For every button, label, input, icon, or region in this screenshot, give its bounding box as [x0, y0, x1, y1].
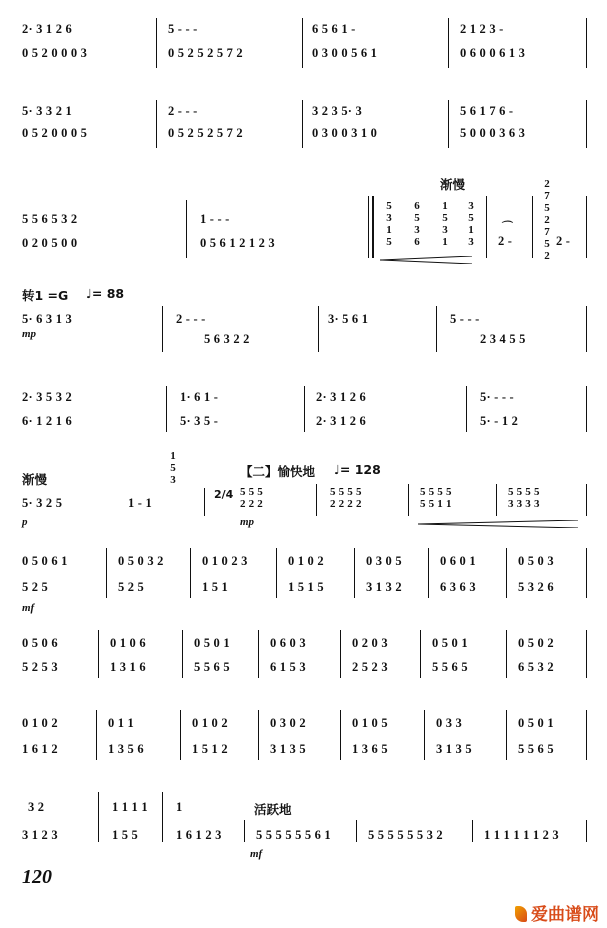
- chord-3: 1 5 3 1: [442, 200, 448, 248]
- barline: [316, 484, 317, 516]
- row8-bottom-m4: 6 1 5 3: [270, 660, 306, 674]
- barline: [586, 386, 587, 432]
- row5-bottom-m4: 5· - 1 2: [480, 414, 519, 428]
- row3-bottom-m2: 0 5 6 1 2 1 2 3: [200, 236, 275, 250]
- repeat-bar: [368, 196, 374, 258]
- row1-bottom-m2: 0 5 2 5 2 5 7 2: [168, 46, 243, 60]
- row6-top-m2: 1 - 1: [128, 496, 152, 510]
- barline: [448, 100, 449, 148]
- chord-6: 1 5 3: [170, 450, 176, 486]
- barline: [186, 200, 187, 258]
- row7-bottom-m1: 5 2 5: [22, 580, 48, 594]
- row10-bottom-m4: 5 5 5 5 5 5 6 1: [256, 828, 331, 842]
- row2-top-m4: 5 6 1 7 6 -: [460, 104, 514, 118]
- row1-top-m4: 2 1 2 3 -: [460, 22, 504, 36]
- row5-top-m4: 5· - - -: [480, 390, 514, 404]
- barline: [586, 100, 587, 148]
- row8-bottom-m1: 5 2 5 3: [22, 660, 58, 674]
- row6-top-m3: 5 5 5 2 2 2: [240, 486, 263, 510]
- row6-top-m1: 5· 3 2 5: [22, 496, 63, 510]
- barline: [506, 548, 507, 598]
- row1-top-m2: 5 - - -: [168, 22, 198, 36]
- row4-bottom-m4: 2 3 4 5 5: [480, 332, 526, 346]
- chord-2: 6 5 3 6: [414, 200, 420, 248]
- row7-top-m1: 0 5 0 6 1: [22, 554, 68, 568]
- barline: [166, 386, 167, 432]
- row9-bottom-m1: 1 6 1 2: [22, 742, 58, 756]
- barline: [586, 196, 587, 258]
- row2-top-m2: 2 - - -: [168, 104, 198, 118]
- row7-top-m4: 0 1 0 2: [288, 554, 324, 568]
- decrescendo-hairpin: [380, 256, 472, 262]
- page-number: 120: [22, 866, 52, 888]
- barline: [156, 18, 157, 68]
- fermata-icon: ⌒: [500, 221, 511, 233]
- row10-bottom-m2: 1 5 5: [112, 828, 138, 842]
- barline: [340, 630, 341, 678]
- barline: [506, 630, 507, 678]
- row8-top-m1: 0 5 0 6: [22, 636, 58, 650]
- row2-top-m3: 3 2 3 5· 3: [312, 104, 362, 118]
- row9-bottom-m3: 1 5 1 2: [192, 742, 228, 756]
- dynamic-mp: mp: [240, 516, 255, 528]
- barline: [156, 100, 157, 148]
- barline: [586, 710, 587, 760]
- row8-top-m5: 0 2 0 3: [352, 636, 388, 650]
- row9-top-m4: 0 3 0 2: [270, 716, 306, 730]
- barline: [182, 630, 183, 678]
- row10-bottom-m5: 5 5 5 5 5 5 3 2: [368, 828, 443, 842]
- barline: [586, 306, 587, 352]
- tempo-indicator: ♩= 88: [86, 286, 125, 301]
- row1-bottom-m1: 0 5 2 0 0 0 3: [22, 46, 88, 60]
- row8-bottom-m5: 2 5 2 3: [352, 660, 388, 674]
- barline: [190, 548, 191, 598]
- section-heading: 【二】愉快地: [240, 464, 316, 479]
- row7-bottom-m2: 5 2 5: [118, 580, 144, 594]
- row2-bottom-m3: 0 3 0 0 3 1 0: [312, 126, 378, 140]
- row7-bottom-m6: 6 3 6 3: [440, 580, 476, 594]
- chord-4: 3 5 1 3: [468, 200, 474, 248]
- row1-bottom-m4: 0 6 0 0 6 1 3: [460, 46, 526, 60]
- row5-top-m2: 1· 6 1 -: [180, 390, 219, 404]
- row7-top-m6: 0 6 0 1: [440, 554, 476, 568]
- row9-top-m1: 0 1 0 2: [22, 716, 58, 730]
- barline: [408, 484, 409, 516]
- barline: [586, 548, 587, 598]
- row5-bottom-m1: 6· 1 2 1 6: [22, 414, 72, 428]
- row3-top-m1: 5 5 6 5 3 2: [22, 212, 78, 226]
- key-change: 转1 =G: [22, 288, 69, 303]
- row4-top-m3: 3· 5 6 1: [328, 312, 369, 326]
- row9-bottom-m5: 1 3 6 5: [352, 742, 388, 756]
- tempo-marking-lively: 活跃地: [254, 802, 292, 817]
- row5-bottom-m3: 2· 3 1 2 6: [316, 414, 366, 428]
- row9-top-m2: 0 1 1: [108, 716, 134, 730]
- row2-top-m1: 5· 3 3 2 1: [22, 104, 72, 118]
- row10-top-m1: 3 2: [28, 800, 45, 814]
- row6-top-m5: 5 5 5 5 5 5 1 1: [420, 486, 452, 510]
- barline: [506, 710, 507, 760]
- barline: [258, 710, 259, 760]
- row9-bottom-m7: 5 5 6 5: [518, 742, 554, 756]
- row10-top-m2: 1 1 1 1: [112, 800, 148, 814]
- row7-bottom-m4: 1 5 1 5: [288, 580, 324, 594]
- barline: [302, 18, 303, 68]
- row10-bottom-m6: 1 1 1 1 1 1 2 3: [484, 828, 559, 842]
- row10-bottom-m1: 3 1 2 3: [22, 828, 58, 842]
- watermark-logo: [515, 900, 599, 925]
- row8-top-m7: 0 5 0 2: [518, 636, 554, 650]
- row7-top-m2: 0 5 0 3 2: [118, 554, 164, 568]
- row7-top-m3: 0 1 0 2 3: [202, 554, 248, 568]
- row4-top-m4: 5 - - -: [450, 312, 480, 326]
- row9-bottom-m2: 1 3 5 6: [108, 742, 144, 756]
- chord-1: 5 3 1 5: [386, 200, 392, 248]
- row8-bottom-m7: 6 5 3 2: [518, 660, 554, 674]
- barline: [96, 710, 97, 760]
- row5-bottom-m2: 5· 3 5 -: [180, 414, 219, 428]
- row7-top-m7: 0 5 0 3: [518, 554, 554, 568]
- barline: [448, 18, 449, 68]
- barline: [586, 820, 587, 842]
- barline: [244, 820, 245, 842]
- row2-bottom-m1: 0 5 2 0 0 0 5: [22, 126, 88, 140]
- row9-bottom-m6: 3 1 3 5: [436, 742, 472, 756]
- barline: [466, 386, 467, 432]
- tempo-marking-ritardando: 渐慢: [22, 472, 48, 487]
- barline: [428, 548, 429, 598]
- row7-bottom-m7: 5 3 2 6: [518, 580, 554, 594]
- barline: [340, 710, 341, 760]
- tempo-marking-ritardando: 渐慢: [440, 177, 466, 192]
- time-signature: 2/4: [214, 488, 234, 501]
- barline: [258, 630, 259, 678]
- barline: [302, 100, 303, 148]
- barline: [586, 484, 587, 516]
- tempo-indicator: ♩= 128: [334, 462, 381, 477]
- row1-top-m3: 6 5 6 1 -: [312, 22, 356, 36]
- row10-top-m3: 1: [176, 800, 183, 814]
- row7-top-m5: 0 3 0 5: [366, 554, 402, 568]
- dynamic-mp: mp: [22, 328, 37, 340]
- watermark-text: 爱曲谱网: [531, 905, 599, 925]
- row4-top-m1: 5· 6 3 1 3: [22, 312, 72, 326]
- barline: [356, 820, 357, 842]
- dynamic-p: p: [22, 516, 28, 528]
- row9-bottom-m4: 3 1 3 5: [270, 742, 306, 756]
- barline: [204, 488, 205, 516]
- row9-top-m5: 0 1 0 5: [352, 716, 388, 730]
- barline: [420, 630, 421, 678]
- row6-top-m6: 5 5 5 5 3 3 3 3: [508, 486, 540, 510]
- row2-bottom-m2: 0 5 2 5 2 5 7 2: [168, 126, 243, 140]
- barline: [162, 306, 163, 352]
- row4-bottom-m2: 5 6 3 2 2: [204, 332, 250, 346]
- row3-top-m2: 1 - - -: [200, 212, 230, 226]
- row7-bottom-m3: 1 5 1: [202, 580, 228, 594]
- fermata-note: 2 -: [498, 234, 513, 248]
- barline: [436, 306, 437, 352]
- music-note-icon: [515, 906, 527, 922]
- dynamic-mf: mf: [22, 602, 35, 614]
- barline: [304, 386, 305, 432]
- row1-top-m1: 2· 3 1 2 6: [22, 22, 72, 36]
- row8-top-m3: 0 5 0 1: [194, 636, 230, 650]
- row10-bottom-m3: 1 6 1 2 3: [176, 828, 222, 842]
- barline: [424, 710, 425, 760]
- row5-top-m1: 2· 3 5 3 2: [22, 390, 72, 404]
- row9-top-m3: 0 1 0 2: [192, 716, 228, 730]
- barline: [496, 484, 497, 516]
- barline: [586, 630, 587, 678]
- row8-bottom-m2: 1 3 1 6: [110, 660, 146, 674]
- barline: [98, 792, 99, 842]
- row9-top-m6: 0 3 3: [436, 716, 462, 730]
- barline: [486, 196, 487, 258]
- row8-bottom-m3: 5 5 6 5: [194, 660, 230, 674]
- row6-top-m4: 5 5 5 5 2 2 2 2: [330, 486, 362, 510]
- row8-top-m2: 0 1 0 6: [110, 636, 146, 650]
- row8-top-m6: 0 5 0 1: [432, 636, 468, 650]
- chord-5: 2 7 5 2 7 5 2: [544, 178, 550, 262]
- barline: [318, 306, 319, 352]
- barline: [98, 630, 99, 678]
- row4-top-m2: 2 - - -: [176, 312, 206, 326]
- row9-top-m7: 0 5 0 1: [518, 716, 554, 730]
- row3-end: 2 -: [556, 234, 571, 248]
- barline: [532, 196, 533, 258]
- row7-bottom-m5: 3 1 3 2: [366, 580, 402, 594]
- row5-top-m3: 2· 3 1 2 6: [316, 390, 366, 404]
- barline: [586, 18, 587, 68]
- barline: [276, 548, 277, 598]
- barline: [180, 710, 181, 760]
- row2-bottom-m4: 5 0 0 0 3 6 3: [460, 126, 526, 140]
- dynamic-mf: mf: [250, 848, 263, 860]
- crescendo-hairpin: [418, 520, 578, 526]
- barline: [162, 792, 163, 842]
- row1-bottom-m3: 0 3 0 0 5 6 1: [312, 46, 378, 60]
- barline: [106, 548, 107, 598]
- row3-bottom-m1: 0 2 0 5 0 0: [22, 236, 78, 250]
- row8-top-m4: 0 6 0 3: [270, 636, 306, 650]
- barline: [354, 548, 355, 598]
- row8-bottom-m6: 5 5 6 5: [432, 660, 468, 674]
- barline: [472, 820, 473, 842]
